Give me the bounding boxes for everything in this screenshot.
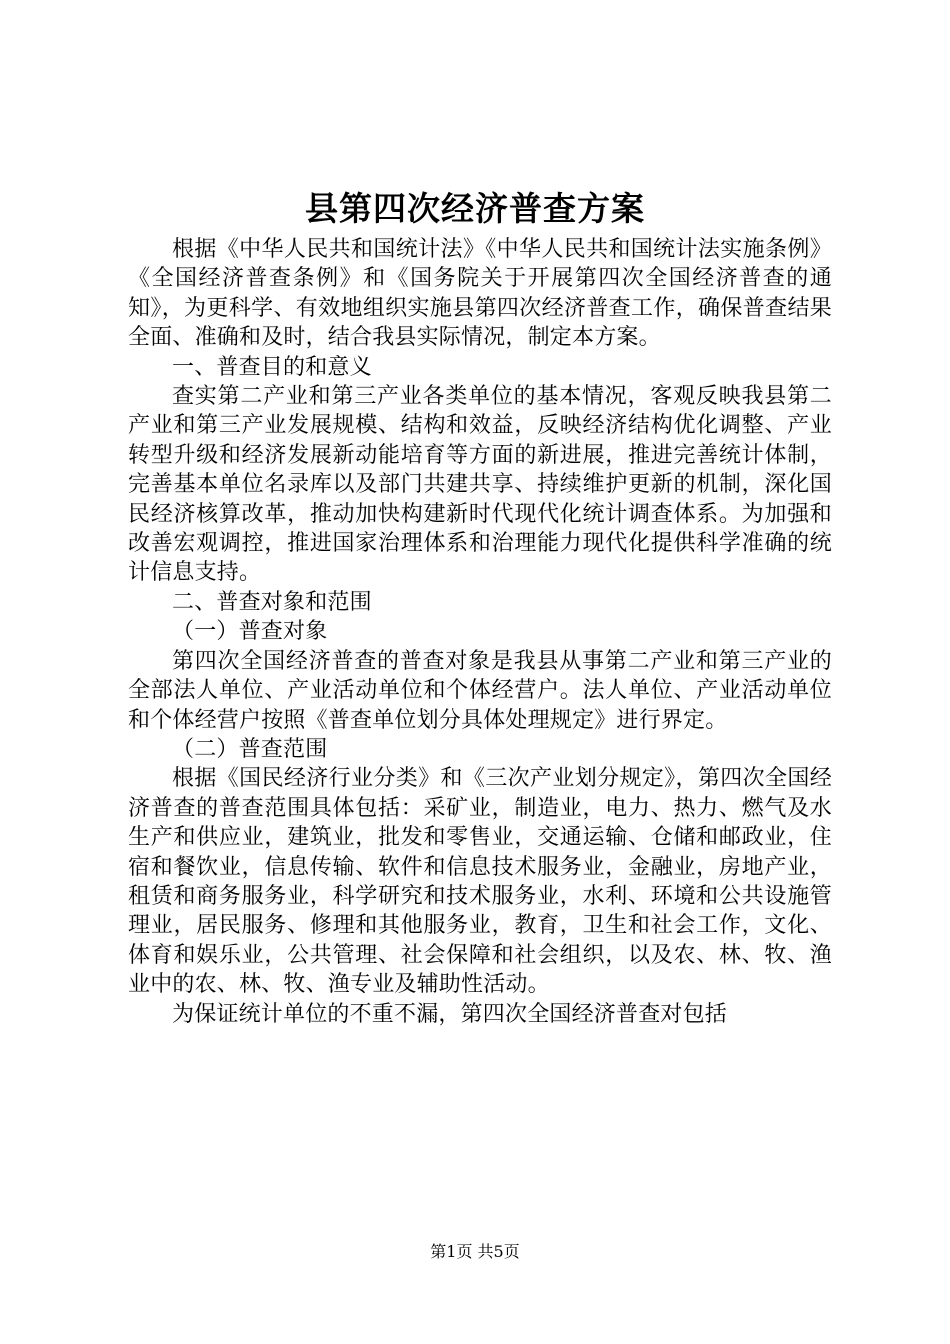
section-heading-purpose: 一、普查目的和意义: [172, 354, 372, 380]
subsection-heading-range: （二）普查范围: [172, 736, 328, 762]
section-heading-scope: 二、普查对象和范围: [172, 589, 372, 615]
subsection-heading-objects: （一）普查对象: [172, 619, 328, 645]
document-title: 县第四次经济普查方案: [305, 189, 645, 228]
range-paragraph: 根据《国民经济行业分类》和《三次产业划分规定》，第四次全国经济普查的普查范围具体包括：采矿业，制造业，电力、热力、燃气及水生产和供应业，建筑业，批发和零售业，交通运输、仓储和邮政业，住宿和餐饮业，信息传输、软件和信息技术服务业，金融业，房地产业，租赁和商务服务业，科学研究和技术服务业，水利、环境和公共设施管理业，居民服务、修理和其他服务业，教育，卫生和社会工作，文化、体育和娱乐业，公共管理、社会保障和社会组织，以及农、林、牧、渔业中的农、林、牧、渔专业及辅助性活动。: [128, 766, 832, 998]
purpose-paragraph: 查实第二产业和第三产业各类单位的基本情况，客观反映我县第二产业和第三产业发展规模、结构和效益，反映经济结构优化调整、产业转型升级和经济发展新动能培育等方面的新进展，推进完善统计体制，完善基本单位名录库以及部门共建共享、持续维护更新的机制，深化国民经济核算改革，推动加快构建新时代现代化统计调查体系。为加强和改善宏观调控，推进国家治理体系和治理能力现代化提供科学准确的统计信息支持。: [128, 384, 832, 586]
completeness-paragraph: 为保证统计单位的不重不漏，第四次全国经济普查对包括: [172, 1001, 728, 1027]
page-number-footer: 第1页 共5页: [430, 1242, 520, 1261]
objects-paragraph: 第四次全国经济普查的普查对象是我县从事第二产业和第三产业的全部法人单位、产业活动单位和个体经营户。法人单位、产业活动单位和个体经营户按照《普查单位划分具体处理规定》进行界定。: [128, 648, 832, 733]
intro-paragraph: 根据《中华人民共和国统计法》《中华人民共和国统计法实施条例》《全国经济普查条例》和《国务院关于开展第四次全国经济普查的通知》，为更科学、有效地组织实施县第四次经济普查工作，确保普查结果全面、准确和及时，结合我县实际情况，制定本方案。: [128, 237, 832, 351]
document-body: [128, 235, 832, 1029]
